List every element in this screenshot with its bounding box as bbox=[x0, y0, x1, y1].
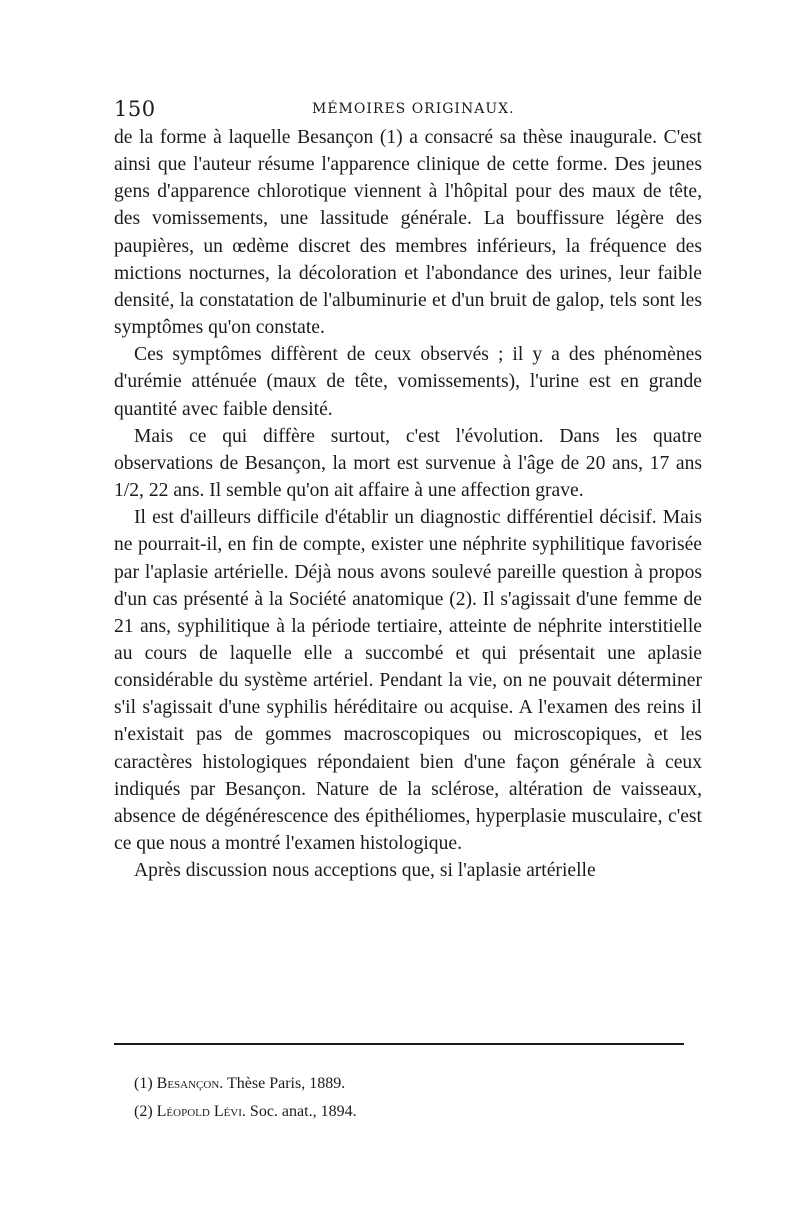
footnote-text: Thèse Paris, 1889. bbox=[227, 1075, 346, 1092]
paragraph-symptoms: Ces symptômes diffèrent de ceux observés ; il y a des phénomènes d'urémie atténuée (maux de tête, vomissements), l'urine est en grande quantité avec faible densité. bbox=[114, 344, 702, 420]
footnotes bbox=[134, 1070, 674, 1126]
page-number: 150 bbox=[114, 97, 156, 121]
footnote-1 bbox=[134, 1070, 674, 1098]
running-head bbox=[114, 97, 700, 127]
running-title: MÉMOIRES ORIGINAUX. bbox=[312, 101, 515, 117]
body-text bbox=[114, 124, 702, 884]
paragraph-continuation: de la forme à laquelle Besançon (1) a consacré sa thèse inaugurale. C'est ainsi que l'auteur résume l'apparence clinique de cette forme. Des jeunes gens d'apparence chlorotique viennent à l'hôpital pour des maux de tête, des vomissements, une lassitude générale. La bouffissure légère des paupières, un œdème discret des membres inférieurs, la fréquence des mictions nocturnes, la décoloration et l'abondance des urines, leur faible densité, la constatation de l'albuminurie et d'un bruit de galop, tels sont les symptômes qu'on constate. bbox=[114, 127, 702, 339]
footnote-marker: (2) bbox=[134, 1103, 153, 1120]
footnote-author: Besançon. bbox=[156, 1075, 224, 1092]
footnote-2 bbox=[134, 1098, 674, 1126]
footnote-divider bbox=[114, 1043, 684, 1045]
paragraph-discussion: Après discussion nous acceptions que, si l'aplasie artérielle bbox=[134, 860, 596, 882]
footnote-author: Léopold Lévi. bbox=[156, 1103, 246, 1120]
paragraph-evolution: Mais ce qui diffère surtout, c'est l'évolution. Dans les quatre observations de Besançon, la mort est survenue à l'âge de 20 ans, 17 ans 1/2, 22 ans. Il semble qu'on ait affaire à une affection grave. bbox=[114, 425, 702, 502]
footnote-marker: (1) bbox=[134, 1075, 153, 1092]
paragraph-diagnosis: Il est d'ailleurs difficile d'établir un diagnostic différentiel décisif. Mais ne pourrait-il, en fin de compte, exister une néphrite syphilitique favorisée par l'aplasie artérielle. Déjà nous avons soulevé pareille question à propos d'un cas présenté à la Société anatomique (2). Il s'agissait d'une femme de 21 ans, syphilitique à la période tertiaire, atteinte de néphrite interstitielle au cours de laquelle elle a succombé et qui présentait une aplasie considérable du système artériel. Pendant la vie, on ne pouvait déterminer s'il s'agissait d'une syphilis héréditaire ou acquise. A l'examen des reins il n'existait pas de gommes macroscopiques ou microscopiques, et les caractères histologiques répondaient bien d'une façon générale à ceux indiqués par Besançon. Nature de la sclérose, altération de vaisseaux, absence de dégénérescence des épithéliomes, hyperplasie musculaire, c'est ce que nous a montré l'examen histologique. bbox=[114, 507, 702, 855]
footnote-text: Soc. anat., 1894. bbox=[249, 1103, 357, 1120]
